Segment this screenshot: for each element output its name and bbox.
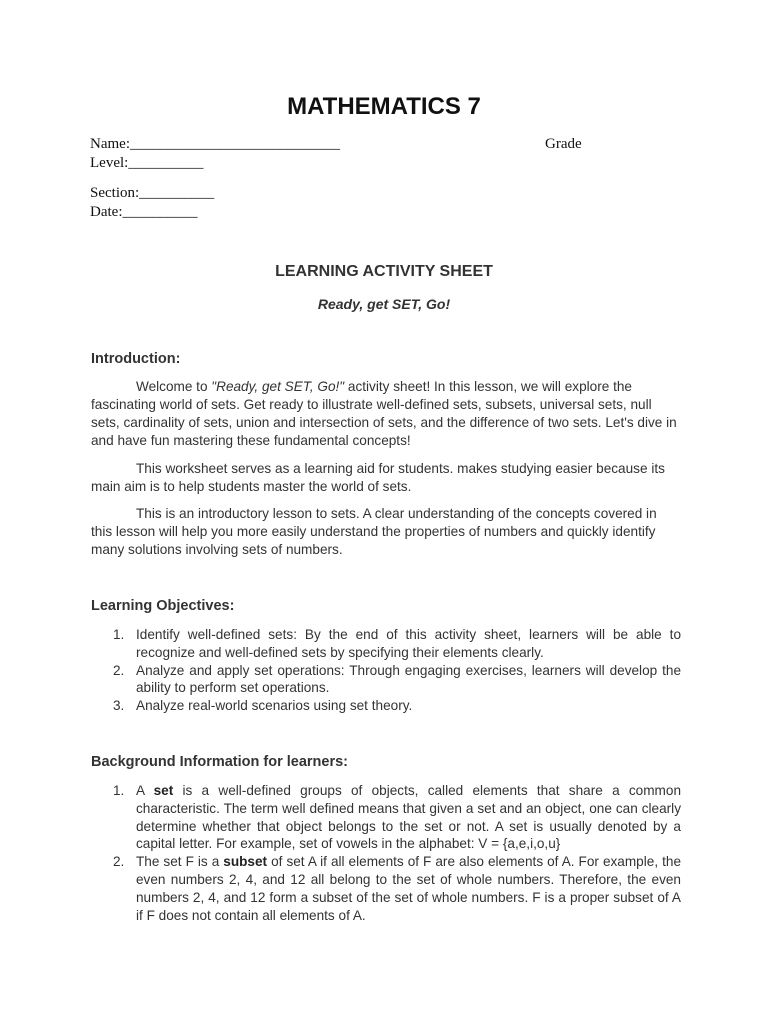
intro-paragraph-1 [91, 378, 681, 450]
level-field: Level:__________ [90, 155, 204, 171]
intro-p1-rest: activity sheet! In this lesson, we will explore the fascinating world of sets. Get ready to illustrate well-defined sets, subsets, universal sets, null sets, cardinality of sets, union and intersection of sets, and the difference of two sets. Let's dive in and have fun mastering these fundamental concepts! [91, 379, 677, 448]
objectives-heading: Learning Objectives: [91, 598, 235, 614]
objective-item [91, 697, 681, 715]
objective-number: 1. [113, 627, 125, 642]
background-text-rest: is a well-defined groups of objects, called elements that share a common characteristic. The term well defined means that given a set and an object, one can clearly determine whether that object belongs to the set or not. A set is usually denoted by a capital letter. For example, set of vowels in the alphabet: V = {a,e,i,o,u} [136, 783, 682, 852]
background-keyword: set [153, 783, 174, 798]
introduction-heading: Introduction: [91, 351, 181, 367]
sheet-title: LEARNING ACTIVITY SHEET [275, 263, 493, 280]
grade-field: Grade [545, 136, 582, 152]
date-field: Date:__________ [90, 204, 198, 220]
background-text-rest: of set A if all elements of F are also elements of A. For example, the even numbers 2, 4, and 12 all belong to the set of whole numbers. Therefore, the even numbers 2, 4, and 12 form a subset of the set of whole numbers. F is a proper subset of A if F does not contain all elements of A. [136, 854, 682, 923]
sheet-subtitle: Ready, get SET, Go! [317, 296, 451, 312]
objective-item [91, 662, 681, 698]
objective-text: Analyze real-world scenarios using set theory. [136, 698, 413, 714]
objectives-list [91, 626, 681, 715]
objective-number: 3. [113, 698, 125, 714]
background-number: 1. [113, 783, 125, 798]
background-item [91, 853, 681, 924]
intro-paragraph-2: This worksheet serves as a learning aid for students. makes studying easier because its main aim is to help students master the world of sets. [91, 461, 665, 494]
objective-text: Analyze and apply set operations: Through engaging exercises, learners will develop the ability to perform set operations. [136, 662, 681, 696]
page-title: MATHEMATICS 7 [287, 93, 481, 120]
objective-text: Identify well-defined sets: By the end of this activity sheet, learners will be able to recognize and well-defined sets by specifying their elements clearly. [136, 627, 681, 660]
name-field: Name:____________________________ [90, 136, 340, 152]
intro-p1-title: "Ready, get SET, Go!" [211, 379, 345, 394]
intro-p1-start: Welcome to [136, 379, 212, 394]
background-text-start: The set F is a [136, 854, 224, 870]
background-item [91, 782, 681, 853]
background-text-start: A [136, 783, 154, 798]
intro-paragraph-3: This is an introductory lesson to sets. A clear understanding of the concepts covered in this lesson will help you more easily understand the properties of numbers and quickly identify many solutions involving sets of numbers. [91, 506, 657, 557]
background-number: 2. [113, 854, 125, 870]
background-list [91, 782, 681, 924]
background-keyword: subset [223, 854, 268, 870]
section-field: Section:__________ [90, 185, 215, 201]
objective-number: 2. [113, 662, 125, 678]
objective-item [91, 626, 681, 662]
background-heading: Background Information for learners: [91, 754, 349, 770]
